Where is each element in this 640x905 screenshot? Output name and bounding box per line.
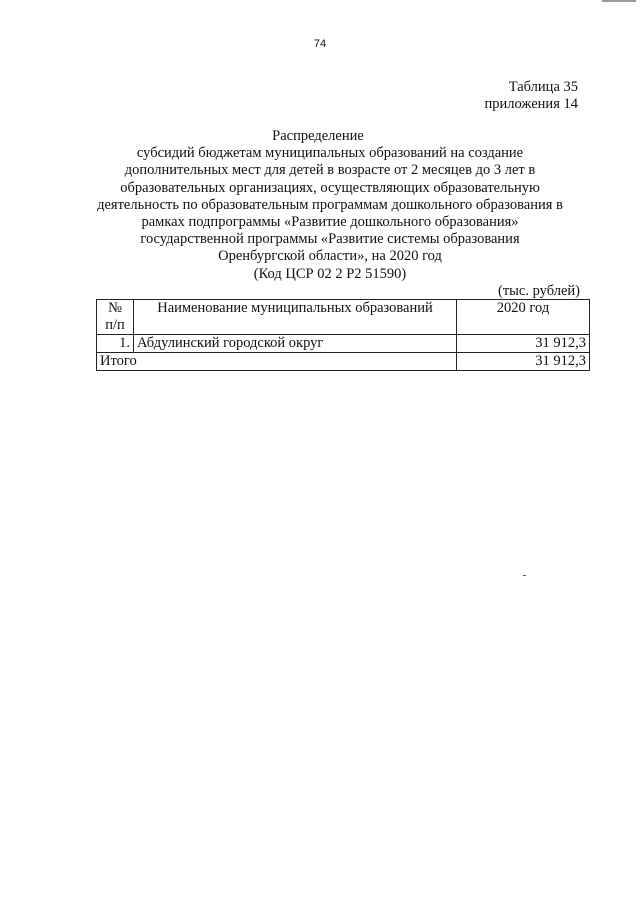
table-row: [97, 335, 590, 353]
document-title: [80, 128, 580, 283]
subsidy-table: [96, 299, 590, 371]
title-line: государственной программы «Развитие системы образования: [140, 231, 520, 248]
header-number: [97, 300, 134, 335]
title-line: образовательных организациях, осуществляющих образовательную: [120, 179, 540, 196]
scan-edge-mark: [602, 0, 636, 2]
title-line: рамках подпрограммы «Развитие дошкольного образования»: [141, 214, 519, 231]
row-number: 1.: [97, 335, 134, 353]
total-label: Итого: [97, 353, 457, 371]
header-number-abbrev: п/п: [105, 317, 125, 333]
title-line: Распределение: [272, 128, 364, 144]
header-municipality: Наименование муниципальных образований: [134, 300, 457, 335]
total-row: [97, 353, 590, 371]
table-reference: [485, 79, 578, 113]
title-line: субсидий бюджетам муниципальных образований на создание: [136, 145, 524, 162]
title-code-line: (Код ЦСР 02 2 Р2 51590): [253, 265, 407, 282]
row-municipality: Абдулинский городской округ: [134, 335, 457, 353]
table-reference-number: Таблица 35: [508, 79, 578, 95]
title-line: деятельность по образовательным программам дошкольного образования в: [97, 196, 563, 213]
table-reference-appendix: приложения 14: [484, 96, 578, 112]
total-amount: 31 912,3: [457, 353, 590, 371]
title-line: дополнительных мест для детей в возрасте от 2 месяцев до 3 лет в: [124, 162, 536, 179]
title-line: Оренбургской области», на 2020 год: [218, 248, 442, 265]
unit-label: (тыс. рублей): [498, 283, 580, 299]
table-header-row: [97, 300, 590, 335]
header-number-symbol: №: [108, 300, 122, 316]
scan-speck: [523, 575, 526, 576]
row-amount: 31 912,3: [457, 335, 590, 353]
header-year: 2020 год: [457, 300, 590, 335]
page-number: 74: [313, 38, 327, 50]
